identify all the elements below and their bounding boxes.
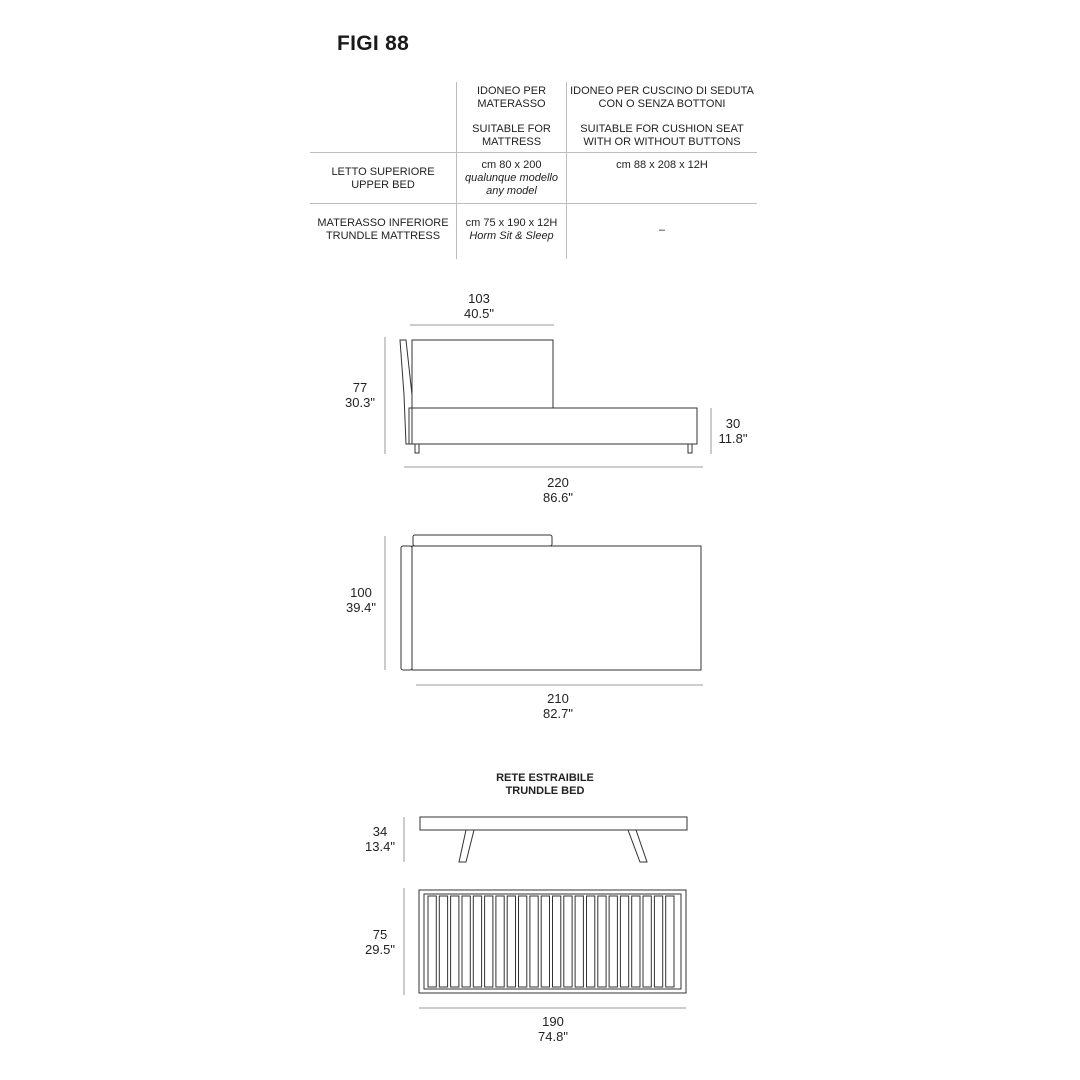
dim-side-height xyxy=(330,380,390,410)
bed-base-side xyxy=(409,408,697,444)
trundle-slat xyxy=(643,896,651,987)
dim-base-height-cm: 30 xyxy=(725,416,741,431)
leg-back xyxy=(688,444,692,453)
upper-bed-mattress-size: cm 80 x 200 xyxy=(481,159,542,171)
trundle-slat xyxy=(541,896,549,987)
dim-trundle-height-in: 13.4" xyxy=(365,839,395,854)
trundle-slat xyxy=(473,896,481,987)
header-mattress-en: SUITABLE FOR MATTRESS xyxy=(472,123,551,148)
header-cushion-en: SUITABLE FOR CUSHION SEAT WITH OR WITHOUT BUTTONS xyxy=(580,123,744,148)
trundle-slat xyxy=(575,896,583,987)
dim-plan-length-in: 82.7" xyxy=(543,706,573,721)
dim-base-height xyxy=(703,416,763,446)
trundle-slat xyxy=(496,896,504,987)
upper-bed-cushion-size: cm 88 x 208 x 12H xyxy=(616,159,708,171)
dim-plan-width xyxy=(331,585,391,615)
header-cushion-it: IDONEO PER CUSCINO DI SEDUTA CON O SENZA BOTTONI xyxy=(570,85,754,110)
trundle-slat xyxy=(451,896,459,987)
dim-side-length-in: 86.6" xyxy=(543,490,573,505)
trundle-slat xyxy=(519,896,527,987)
trundle-mattress-size: cm 75 x 190 x 12H xyxy=(465,217,558,229)
dim-top-width-cm: 103 xyxy=(468,291,490,306)
trundle-side-drawing xyxy=(404,817,687,862)
trundle-slat xyxy=(666,896,674,987)
dim-side-height-in: 30.3" xyxy=(345,395,375,410)
dim-top-width-in: 40.5" xyxy=(464,306,494,321)
dim-side-length-cm: 220 xyxy=(547,475,569,490)
trundle-slat xyxy=(553,896,561,987)
trundle-slat xyxy=(485,896,493,987)
dim-base-height-in: 11.8" xyxy=(718,431,748,446)
dim-side-length xyxy=(528,475,588,505)
bed-plan xyxy=(412,546,701,670)
upper-bed-mattress-note: qualunque modello any model xyxy=(465,172,558,197)
trundle-slat xyxy=(587,896,595,987)
dim-side-height-cm: 77 xyxy=(352,380,368,395)
dim-trundle-height xyxy=(350,824,410,854)
trundle-slat xyxy=(632,896,640,987)
trundle-frame-side xyxy=(420,817,687,830)
trundle-mattress-note: Horm Sit & Sleep xyxy=(469,230,554,242)
row-label-trundle: MATERASSO INFERIORE TRUNDLE MATTRESS xyxy=(317,217,449,242)
dim-top-width xyxy=(449,291,509,321)
dim-trundle-length-cm: 190 xyxy=(542,1014,564,1029)
side-elevation-drawing xyxy=(385,325,711,467)
dim-plan-width-in: 39.4" xyxy=(346,600,376,615)
dim-trundle-length-in: 74.8" xyxy=(538,1029,568,1044)
headboard-profile xyxy=(400,340,412,444)
product-title: FIGI 88 xyxy=(337,32,410,55)
trundle-slat xyxy=(428,896,436,987)
back-cushion xyxy=(412,340,553,408)
trundle-slat xyxy=(609,896,617,987)
trundle-slat xyxy=(564,896,572,987)
plan-view-drawing xyxy=(385,535,703,685)
dim-plan-length-cm: 210 xyxy=(547,691,569,706)
dim-plan-width-cm: 100 xyxy=(350,585,372,600)
leg-front xyxy=(415,444,419,453)
dim-trundle-length xyxy=(523,1014,583,1044)
dim-trundle-width-cm: 75 xyxy=(372,927,388,942)
trundle-slat xyxy=(507,896,515,987)
trundle-leg-right xyxy=(628,830,647,862)
trundle-slat xyxy=(462,896,470,987)
trundle-cushion-size: – xyxy=(658,224,666,236)
trundle-title: RETE ESTRAIBILE TRUNDLE BED xyxy=(496,772,594,797)
trundle-slats xyxy=(428,896,674,987)
dim-trundle-width xyxy=(350,927,410,957)
trundle-slat xyxy=(654,896,662,987)
dim-trundle-height-cm: 34 xyxy=(372,824,388,839)
headboard-plan xyxy=(401,546,412,670)
dim-trundle-width-in: 29.5" xyxy=(365,942,395,957)
row-label-upper-bed: LETTO SUPERIORE UPPER BED xyxy=(331,166,435,191)
trundle-plan-drawing xyxy=(404,888,686,1008)
trundle-slat xyxy=(620,896,628,987)
dim-plan-length xyxy=(528,691,588,721)
trundle-leg-left xyxy=(459,830,474,862)
cushion-plan xyxy=(413,535,552,546)
trundle-slat xyxy=(439,896,447,987)
trundle-slat xyxy=(598,896,606,987)
trundle-slat xyxy=(530,896,538,987)
header-mattress-it: IDONEO PER MATERASSO xyxy=(476,85,547,110)
